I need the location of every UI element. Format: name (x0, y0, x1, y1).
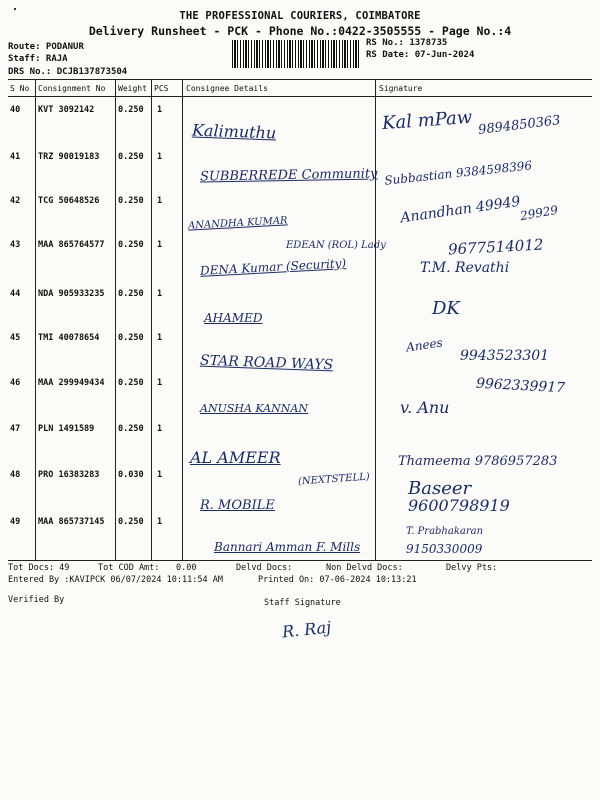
table-bottom-rule (8, 560, 592, 561)
row-pcs: 1 (157, 152, 163, 162)
total-cod-value: 0.00 (176, 563, 197, 573)
col-divider-5 (375, 79, 376, 560)
route: Route: PODANUR (8, 42, 84, 52)
handwritten-signature: Anees (405, 335, 444, 355)
row-sno: 47 (10, 424, 21, 434)
row-consignment: MAA 299949434 (38, 378, 105, 388)
row-pcs: 1 (157, 378, 163, 388)
row-consignment: PRO 16383283 (38, 470, 100, 480)
col-divider-3 (151, 79, 152, 560)
col-header-sno: S No (10, 84, 30, 93)
row-consignment: KVT 3092142 (38, 105, 95, 115)
handwritten-consignee: SUBBERREDE Community (199, 166, 378, 185)
row-pcs: 1 (157, 333, 163, 343)
handwritten-consignee: AL AMEER (190, 448, 281, 467)
row-consignment: TCG 50648526 (38, 196, 100, 206)
handwritten-signature: v. Anu (400, 398, 450, 417)
table-header-rule (8, 96, 592, 97)
row-weight: 0.250 (118, 424, 144, 434)
verified-by: Verified By (8, 595, 65, 605)
row-weight: 0.250 (118, 517, 144, 527)
handwritten-consignee: STAR ROAD WAYS (199, 352, 334, 374)
row-sno: 49 (10, 517, 21, 527)
row-pcs: 1 (157, 240, 163, 250)
handwritten-phone: 9894850363 (477, 113, 562, 138)
row-weight: 0.250 (118, 105, 144, 115)
col-header-signature: Signature (379, 84, 423, 93)
row-weight: 0.250 (118, 152, 144, 162)
handwritten-signature: Baseer (408, 478, 472, 499)
row-pcs: 1 (157, 470, 163, 480)
row-sno: 40 (10, 105, 21, 115)
row-sno: 48 (10, 470, 21, 480)
row-consignment: TRZ 90019183 (38, 152, 100, 162)
staff: Staff: RAJA (8, 54, 68, 64)
col-divider-4 (182, 79, 183, 560)
delivery-points: Delvy Pts: (446, 563, 498, 573)
row-weight: 0.030 (118, 470, 144, 480)
row-consignment: PLN 1491589 (38, 424, 95, 434)
handwritten-signature: Kal mPaw (381, 106, 473, 135)
runsheet-title: Delivery Runsheet - PCK - Phone No.:0422-3505555 - Page No.:4 (88, 24, 512, 38)
table-top-rule (8, 79, 592, 80)
rs-date: RS Date: 07-Jun-2024 (366, 50, 475, 60)
total-docs: Tot Docs: 49 (8, 563, 70, 573)
row-weight: 0.250 (118, 333, 144, 343)
handwritten-phone: 9962339917 (475, 375, 566, 397)
staff-signature-label: Staff Signature (264, 598, 341, 608)
row-pcs: 1 (157, 105, 163, 115)
row-consignment: TMI 40078654 (38, 333, 100, 343)
row-sno: 43 (10, 240, 21, 250)
handwritten-phone: 9150330009 (406, 542, 483, 556)
handwritten-signature: Subbastian 9384598396 (383, 158, 533, 188)
col-header-consignment: Consignment No (38, 84, 106, 93)
handwritten-consignee: DENA Kumar (Security) (199, 256, 347, 278)
row-sno: 42 (10, 196, 21, 206)
printed-on: Printed On: 07-06-2024 10:13:21 (258, 575, 417, 585)
row-sno: 45 (10, 333, 21, 343)
row-consignment: MAA 865764577 (38, 240, 105, 250)
row-pcs: 1 (157, 289, 163, 299)
delivered-docs: Delvd Docs: (236, 563, 293, 573)
handwritten-consignee: R. MOBILE (200, 498, 275, 513)
col-header-pcs: PCS (154, 84, 169, 93)
col-header-weight: Weight (118, 84, 147, 93)
handwritten-note: (NEXTSTELL) (297, 471, 371, 488)
rs-number: RS No.: 1378735 (366, 38, 448, 48)
col-divider-2 (115, 79, 116, 560)
handwritten-signature-extra: 29929 (519, 202, 560, 224)
handwritten-phone: 9677514012 (447, 235, 544, 259)
row-weight: 0.250 (118, 196, 144, 206)
handwritten-consignee: Bannari Amman F. Mills (214, 540, 361, 554)
staff-signature: R. Raj (281, 617, 332, 642)
row-pcs: 1 (157, 517, 163, 527)
col-header-consignee: Consignee Details (186, 84, 268, 93)
row-sno: 44 (10, 289, 21, 299)
handwritten-phone: 9600798919 (408, 496, 510, 515)
company-name: THE PROFESSIONAL COURIERS, COIMBATORE (179, 10, 421, 22)
barcode (232, 40, 360, 68)
row-consignment: MAA 865737145 (38, 517, 105, 527)
row-weight: 0.250 (118, 240, 144, 250)
handwritten-note: EDEAN (ROL) Lady (286, 240, 386, 251)
col-divider-1 (35, 79, 36, 560)
row-sno: 46 (10, 378, 21, 388)
row-pcs: 1 (157, 424, 163, 434)
handwritten-consignee: ANUSHA KANNAN (200, 402, 308, 415)
row-consignment: NDA 905933235 (38, 289, 105, 299)
total-cod-label: Tot COD Amt: (98, 563, 160, 573)
row-sno: 41 (10, 152, 21, 162)
row-weight: 0.250 (118, 378, 144, 388)
handwritten-signature: Anandhan 49949 (399, 193, 522, 227)
handwritten-signature: Thameema 9786957283 (398, 454, 558, 469)
handwritten-phone: 9943523301 (460, 348, 550, 364)
handwritten-signature: T.M. Revathi (420, 260, 510, 276)
row-weight: 0.250 (118, 289, 144, 299)
handwritten-signature: T. Prabhakaran (406, 526, 484, 537)
non-delivered-docs: Non Delvd Docs: (326, 563, 403, 573)
handwritten-consignee: Kalimuthu (191, 120, 277, 143)
row-pcs: 1 (157, 196, 163, 206)
handwritten-consignee: AHAMED (204, 311, 263, 325)
handwritten-signature: DK (432, 298, 460, 319)
drs-number: DRS No.: DCJB137873504 (8, 67, 128, 77)
handwritten-consignee: ANANDHA KUMAR (187, 215, 288, 232)
entered-by: Entered By :KAVIPCK 06/07/2024 10:11:54 AM (8, 575, 223, 585)
